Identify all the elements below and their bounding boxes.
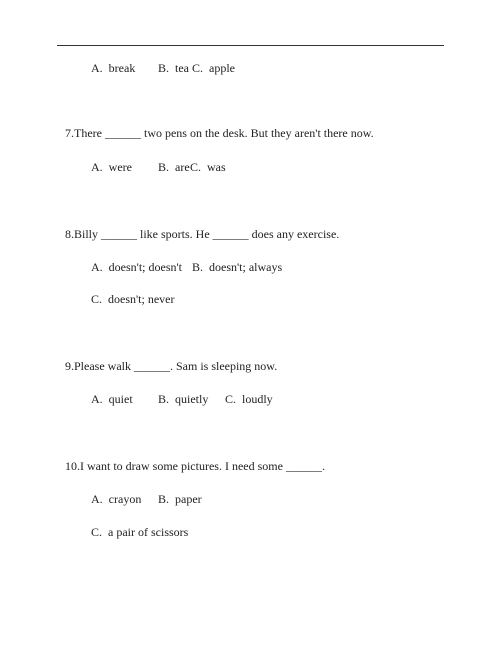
option-b: B. tea: [158, 61, 189, 75]
option-c: C. was: [190, 160, 226, 174]
header-rule: [57, 45, 444, 46]
option-c: C. doesn't; never: [91, 292, 175, 306]
question-stem: 10.I want to draw some pictures. I need some ______.: [65, 459, 325, 473]
option-a: A. were: [91, 160, 132, 174]
option-c: C. apple: [192, 61, 235, 75]
option-c: C. loudly: [225, 392, 273, 406]
question-stem: 8.Billy ______ like sports. He ______ does any exercise.: [65, 227, 340, 241]
option-b: B. doesn't; always: [192, 260, 283, 274]
option-a: A. quiet: [91, 392, 133, 406]
option-c: C. a pair of scissors: [91, 525, 189, 539]
option-b: B. paper: [158, 492, 202, 506]
question-stem: 7.There ______ two pens on the desk. But they aren't there now.: [65, 126, 374, 140]
option-a: A. crayon: [91, 492, 142, 506]
option-b: B. quietly: [158, 392, 209, 406]
option-b: B. are: [158, 160, 190, 174]
question-stem: 9.Please walk ______. Sam is sleeping now.: [65, 359, 278, 373]
option-a: A. doesn't; doesn't: [91, 260, 182, 274]
option-a: A. break: [91, 61, 136, 75]
